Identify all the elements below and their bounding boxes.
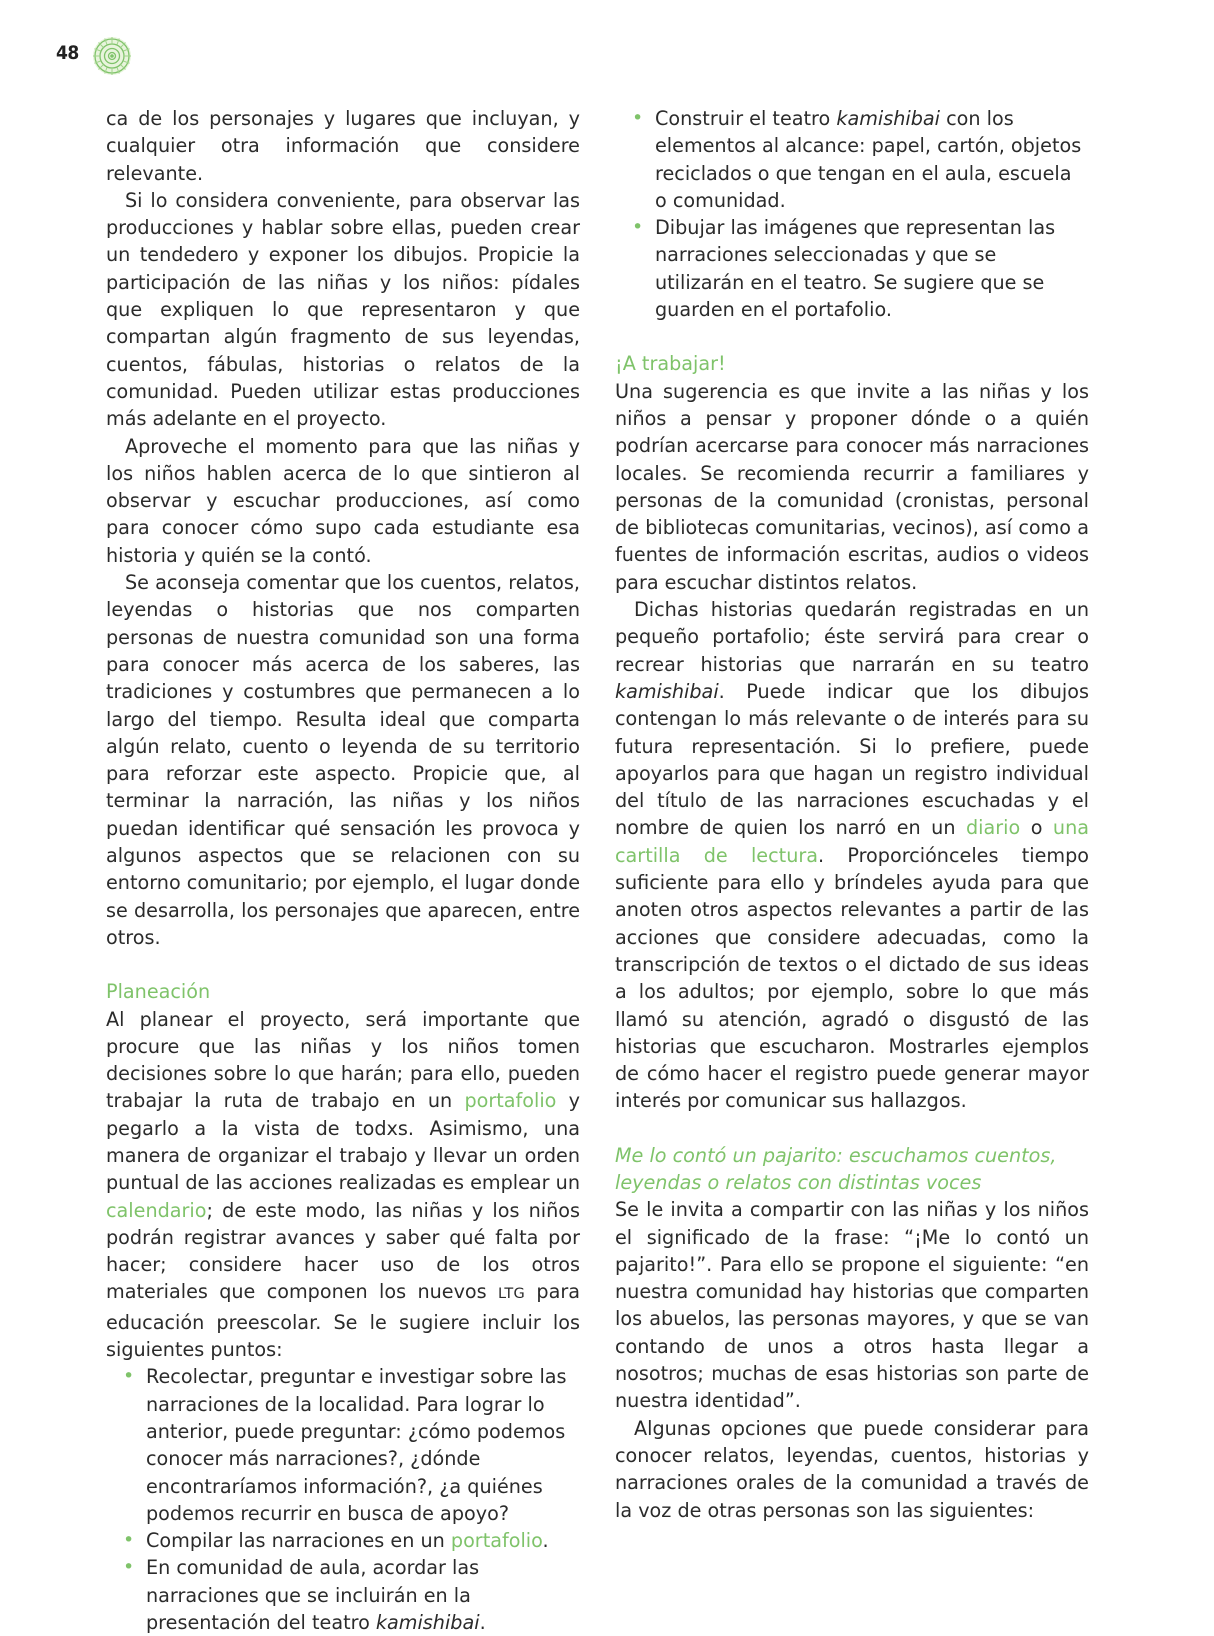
list-item-text: Compilar las narraciones en un bbox=[146, 1529, 451, 1553]
paragraph: ca de los personajes y lugares que incluyan, y cualquier otra información que considere relevante. bbox=[106, 107, 580, 185]
bullet-icon: • bbox=[123, 1529, 135, 1552]
emphasis-text: kamishibai bbox=[615, 679, 719, 703]
paragraph: Se aconseja comentar que los cuentos, relatos, leyendas o historias que nos comparten personas de nuestra comunidad son una forma para conocer más acerca de los saberes, las tradiciones y costumbres que permanecen a lo largo del tiempo. Resulta ideal que comparta algún relato, cuento o leyenda de su territorio para reforzar este aspecto. Propicie que, al terminar la narración, las niñas y los niños puedan identificar qué sensación les provoca y algunos aspectos que se relacionen con su entorno comunitario; por ejemplo, el lugar donde se desarrolla, los personajes que aparecen, entre otros. bbox=[106, 571, 580, 949]
cartilla-de-lectura-link[interactable]: una cartilla de lectura bbox=[615, 816, 1089, 867]
paragraph: Una sugerencia es que invite a las niñas y los niños a pensar y proponer dónde o a quién podrían acercarse para conocer más narraciones locales. Se recomienda recurrir a familiares y personas de la comunidad (cronistas, personal de bibliotecas comunitarias, vecinos), así como a fuentes de información escritas, audios o videos para escuchar distintos relatos. bbox=[615, 379, 1089, 594]
bullet-icon: • bbox=[123, 1556, 135, 1579]
ltg-abbreviation: LTG bbox=[498, 1286, 526, 1303]
text-span: Dichas historias quedarán registradas en un pequeño portafolio; éste servirá para crear o recrear historias que narrarán en su teatro bbox=[615, 598, 1089, 676]
list-item-text: En comunidad de aula, acordar las narraciones que se incluirán en la presentación del teatro bbox=[146, 1556, 480, 1635]
portafolio-link[interactable]: portafolio bbox=[464, 1089, 557, 1113]
paragraph bbox=[615, 596, 1089, 1115]
list-item bbox=[106, 1554, 580, 1636]
list-item-text: . bbox=[542, 1529, 549, 1553]
section-heading-planeacion: Planeación bbox=[106, 980, 211, 1004]
list-item-text: Dibujar las imágenes que representan las narraciones seleccionadas y que se utilizarán en el teatro. Se sugiere que se guarden en el portafolio. bbox=[655, 216, 1056, 322]
portafolio-link[interactable]: portafolio bbox=[450, 1529, 543, 1553]
text-span: . Proporciónceles tiempo suficiente para ello y bríndeles ayuda para que anoten otros aspectos relevantes a partir de las acciones que considere adecuadas, como la transcripción de textos o el dictado de sus ideas a los adultos; por ejemplo, sobre lo que más llamó su atención, agradó o disgustó de las historias que escucharon. Mostrarles ejemplos de cómo hacer el registro puede generar mayor interés por comunicar sus hallazgos. bbox=[615, 843, 1089, 1113]
section-heading-a-trabajar: ¡A trabajar! bbox=[615, 352, 726, 376]
list-item bbox=[615, 214, 1089, 323]
green-circular-emblem-icon bbox=[92, 36, 132, 76]
text-span: para educación preescolar. Se le sugiere incluir los siguientes puntos: bbox=[106, 1280, 580, 1362]
emphasis-text: kamishibai bbox=[836, 107, 940, 130]
list-item bbox=[615, 105, 1089, 214]
right-column bbox=[615, 105, 1089, 1524]
page-number: 48 bbox=[56, 42, 79, 64]
list-item-text: con los elementos al alcance: papel, cartón, objetos reciclados o que tengan en el aula, escuela o comunidad. bbox=[655, 107, 1082, 212]
text-span: Al planear el proyecto, será importante que procure que las niñas y los niños tomen decisiones sobre lo que harán; para ello, pueden trabajar la ruta de trabajo en un bbox=[106, 1007, 580, 1113]
text-span: . Puede indicar que los dibujos contengan lo más relevante o de interés para su futura representación. Si lo prefiere, puede apoyarlos para que hagan un registro individual del título de las narraciones escuchadas y el nombre de quien los narró en un bbox=[615, 679, 1089, 840]
diario-link[interactable]: diario bbox=[965, 816, 1021, 840]
list-item-text: . bbox=[479, 1611, 486, 1635]
paragraph: Aproveche el momento para que las niñas y los niños hablen acerca de lo que sintieron al observar y escuchar producciones, así como para conocer cómo supo cada estudiante esa historia y quién se la contó. bbox=[106, 434, 580, 567]
bullet-list bbox=[615, 105, 1089, 323]
text-span: y pegarlo a la vista de todxs. Asimismo, una manera de organizar el trabajo y llevar un orden puntual de las acciones realizadas es emplear un bbox=[106, 1089, 580, 1195]
calendario-link[interactable]: calendario bbox=[106, 1198, 207, 1222]
paragraph: Si lo considera conveniente, para observar las producciones y hablar sobre ellas, pueden crear un tendedero y exponer los dibujos. Propicie la participación de las niñas y los niños: pídales que expliquen lo que representaron y que compartan algún fragmento de sus leyendas, cuentos, fábulas, historias o relatos de la comunidad. Pueden utilizar estas producciones más adelante en el proyecto. bbox=[106, 188, 580, 431]
list-item-text: Construir el teatro bbox=[655, 107, 837, 130]
text-span: ; de este modo, las niñas y los niños podrán registrar avances y saber qué falta por hacer; considere hacer uso de los otros materiales que componen los nuevos bbox=[106, 1198, 580, 1304]
bullet-icon: • bbox=[123, 1365, 135, 1388]
section-heading-pajarito: Me lo contó un pajarito: escuchamos cuentos, leyendas o relatos con distintas voces bbox=[615, 1143, 1057, 1194]
list-item bbox=[106, 1363, 580, 1527]
paragraph bbox=[106, 1006, 580, 1364]
bullet-icon: • bbox=[632, 107, 644, 129]
list-item bbox=[106, 1527, 580, 1554]
paragraph: Algunas opciones que puede considerar para conocer relatos, leyendas, cuentos, historias y narraciones orales de la comunidad a través de la voz de otras personas son las siguientes: bbox=[615, 1416, 1089, 1522]
left-column bbox=[106, 105, 580, 1636]
paragraph: Se le invita a compartir con las niñas y los niños el significado de la frase: “¡Me lo contó un pajarito!”. Para ello se propone el siguiente: “en nuestra comunidad hay historias que comparten los abuelos, las personas mayores, y que se van contando de unos a otros hasta llegar a nosotros; muchas de esas historias son parte de nuestra identidad”. bbox=[615, 1198, 1089, 1413]
page-header bbox=[52, 36, 252, 76]
bullet-list bbox=[106, 1363, 580, 1636]
list-item-text: Recolectar, preguntar e investigar sobre las narraciones de la localidad. Para lograr lo anterior, puede preguntar: ¿cómo podemos conocer más narraciones?, ¿dónde encontraríamos información?, ¿a quiénes podemos recurrir en busca de apoyo? bbox=[146, 1365, 567, 1525]
emphasis-text: kamishibai bbox=[375, 1611, 480, 1635]
bullet-icon: • bbox=[632, 216, 644, 239]
text-span: o bbox=[1020, 816, 1053, 840]
